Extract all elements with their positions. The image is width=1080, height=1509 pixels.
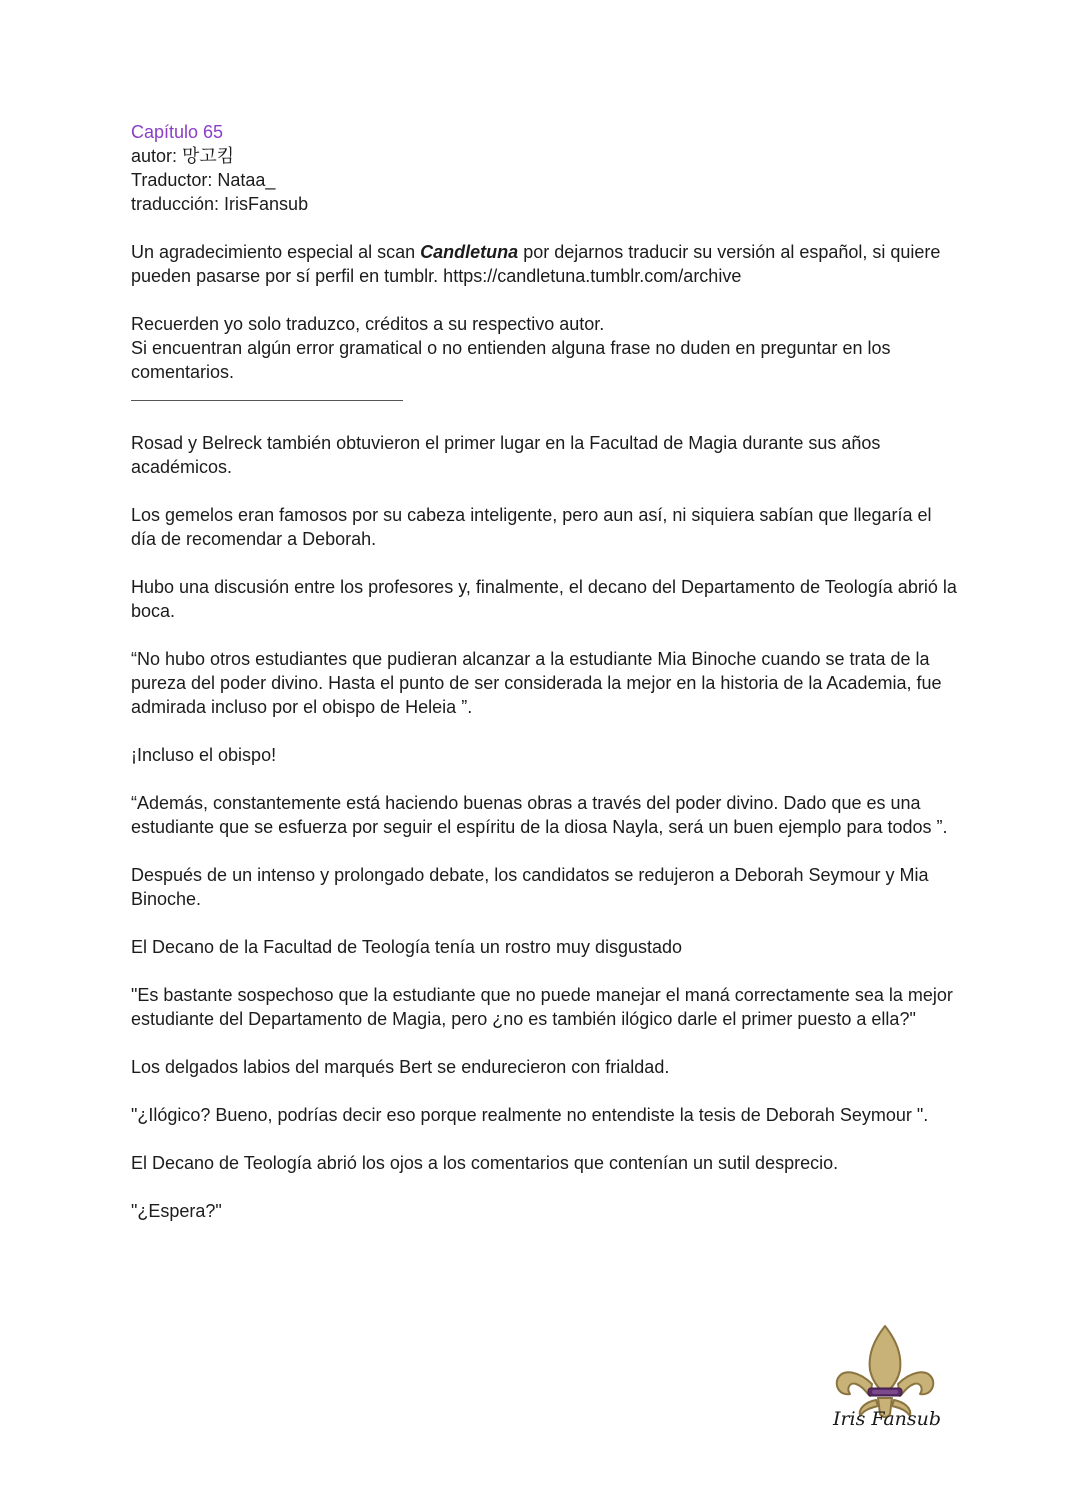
body-paragraph: Los delgados labios del marqués Bert se endurecieron con frialdad.: [131, 1057, 670, 1077]
body-paragraph: El Decano de Teología abrió los ojos a los comentarios que contenían un sutil desprecio.: [131, 1153, 839, 1173]
body-paragraph: Rosad y Belreck también obtuvieron el primer lugar en la Facultad de Magia durante sus años académicos.: [131, 433, 881, 477]
translator-line: Traductor: Nataa_: [131, 170, 276, 190]
section-divider: [131, 400, 403, 401]
chapter-title: Capítulo 65: [131, 122, 224, 142]
body-paragraph: ¡Incluso el obispo!: [131, 745, 277, 765]
body-paragraph: El Decano de la Facultad de Teología tenía un rostro muy disgustado: [131, 937, 683, 957]
notice-line-1: Recuerden yo solo traduzco, créditos a su respectivo autor.: [131, 314, 605, 334]
body-paragraph: "Es bastante sospechoso que la estudiante que no puede manejar el maná correctamente sea la mejor estudiante del Departamento de Magia, pero ¿no es también ilógico darle el primer puesto a ella?": [131, 985, 953, 1029]
body-paragraph: “Además, constantemente está haciendo buenas obras a través del poder divino. Dado que es una estudiante que se esfuerza por seguir el espíritu de la diosa Nayla, será un buen ejemplo para todos ”.: [131, 793, 948, 837]
logo-text: Iris Fansub: [832, 1408, 942, 1430]
author-line: autor: 망고킴: [131, 146, 235, 166]
scan-name: Candletuna: [420, 242, 519, 262]
thanks-paragraph: [131, 240, 961, 288]
thanks-text-before: Un agradecimiento especial al scan: [131, 242, 421, 262]
body-paragraph: "¿Ilógico? Bueno, podrías decir eso porque realmente no entendiste la tesis de Deborah Seymour ".: [131, 1105, 929, 1125]
body-paragraph: "¿Espera?": [131, 1201, 222, 1221]
notice-line-2: Si encuentran algún error gramatical o no entienden alguna frase no duden en preguntar en los comentarios.: [131, 338, 891, 382]
body-paragraph: Los gemelos eran famosos por su cabeza inteligente, pero aun así, ni siquiera sabían que llegaría el día de recomendar a Deborah.: [131, 505, 932, 549]
body-paragraph: Después de un intenso y prolongado debate, los candidatos se redujeron a Deborah Seymour y Mia Binoche.: [131, 865, 929, 909]
translation-group-line: traducción: IrisFansub: [131, 194, 309, 214]
body-paragraph: “No hubo otros estudiantes que pudieran alcanzar a la estudiante Mia Binoche cuando se trata de la pureza del poder divino. Hasta el punto de ser considerada la mejor en la historia de la Academia, fue admirada incluso por el obispo de Heleia ”.: [131, 649, 942, 717]
body-paragraph: Hubo una discusión entre los profesores y, finalmente, el decano del Departamento de Teología abrió la boca.: [131, 577, 957, 621]
document-page: [131, 120, 961, 1223]
thanks-text-after: por dejarnos traducir su versión al español, si quiere pueden pasarse por sí perfil en tumblr. https://candletuna.tumblr.com/archive: [131, 242, 941, 286]
